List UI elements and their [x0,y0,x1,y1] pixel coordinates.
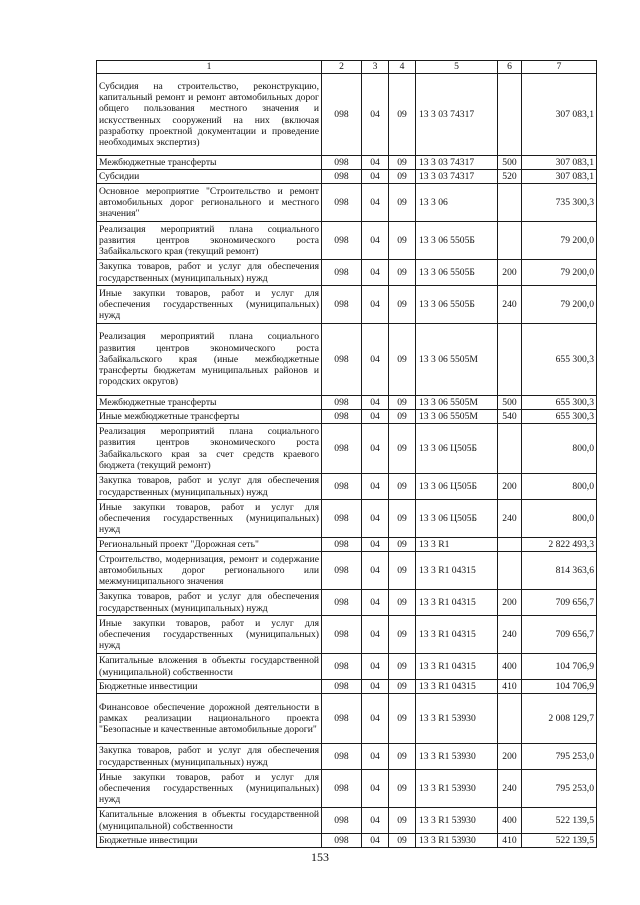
header-col-4: 4 [389,61,416,74]
table-row [97,324,597,396]
row-grbs-cell: 098 [322,74,362,156]
row-target-code-cell: 13 3 R1 53930 [416,744,498,770]
table-row [97,170,597,184]
row-subsection-cell: 09 [389,74,416,156]
row-subsection-cell: 09 [389,590,416,616]
row-section-cell: 04 [362,538,389,552]
row-amount-cell: 795 253,0 [522,770,597,808]
row-subsection-cell: 09 [389,184,416,222]
row-grbs-cell: 098 [322,552,362,590]
row-expense-type-cell: 500 [498,156,522,170]
row-section-cell: 04 [362,156,389,170]
row-section-cell: 04 [362,808,389,834]
row-grbs-cell: 098 [322,616,362,654]
row-subsection-cell: 09 [389,156,416,170]
row-grbs-cell: 098 [322,156,362,170]
row-subsection-cell: 09 [389,410,416,424]
row-target-code-cell: 13 3 06 5505Б [416,222,498,260]
row-target-code-cell: 13 3 03 74317 [416,74,498,156]
row-section-cell: 04 [362,424,389,474]
row-amount-cell: 79 200,0 [522,222,597,260]
row-target-code-cell: 13 3 06 Ц505Б [416,500,498,538]
table-row [97,538,597,552]
row-expense-type-cell [498,424,522,474]
row-expense-type-cell [498,184,522,222]
row-grbs-cell: 098 [322,222,362,260]
row-section-cell: 04 [362,286,389,324]
row-name-cell: Реализация мероприятий плана социального развития центров экономического роста Забайкальского края (иные межбюджетные трансферты бюджетам муниципальных районов и городских округов) [97,324,322,396]
row-subsection-cell: 09 [389,808,416,834]
header-col-6: 6 [498,61,522,74]
row-section-cell: 04 [362,834,389,848]
row-amount-cell: 800,0 [522,474,597,500]
row-section-cell: 04 [362,616,389,654]
row-name-cell: Капитальные вложения в объекты государственной (муниципальной) собственности [97,654,322,680]
row-target-code-cell: 13 3 06 5505М [416,410,498,424]
row-section-cell: 04 [362,552,389,590]
row-amount-cell: 735 300,3 [522,184,597,222]
row-name-cell: Закупка товаров, работ и услуг для обеспечения государственных (муниципальных) нужд [97,744,322,770]
row-amount-cell: 307 083,1 [522,74,597,156]
table-row [97,222,597,260]
row-amount-cell: 79 200,0 [522,286,597,324]
row-amount-cell: 522 139,5 [522,808,597,834]
row-amount-cell: 709 656,7 [522,590,597,616]
row-name-cell: Субсидии [97,170,322,184]
row-subsection-cell: 09 [389,834,416,848]
row-section-cell: 04 [362,744,389,770]
row-subsection-cell: 09 [389,538,416,552]
row-grbs-cell: 098 [322,744,362,770]
row-grbs-cell: 098 [322,680,362,694]
row-name-cell: Закупка товаров, работ и услуг для обеспечения государственных (муниципальных) нужд [97,260,322,286]
row-name-cell: Реализация мероприятий плана социального развития центров экономического роста Забайкальского края за счет средств краевого бюджета (текущий ремонт) [97,424,322,474]
row-section-cell: 04 [362,410,389,424]
table-row [97,410,597,424]
row-grbs-cell: 098 [322,184,362,222]
row-target-code-cell: 13 3 R1 04315 [416,590,498,616]
row-grbs-cell: 098 [322,260,362,286]
row-grbs-cell: 098 [322,500,362,538]
row-target-code-cell: 13 3 R1 04315 [416,654,498,680]
row-expense-type-cell: 240 [498,770,522,808]
row-name-cell: Региональный проект "Дорожная сеть" [97,538,322,552]
row-subsection-cell: 09 [389,424,416,474]
row-grbs-cell: 098 [322,538,362,552]
row-name-cell: Иные межбюджетные трансферты [97,410,322,424]
row-target-code-cell: 13 3 R1 04315 [416,680,498,694]
header-col-1: 1 [97,61,322,74]
row-target-code-cell: 13 3 R1 04315 [416,616,498,654]
row-expense-type-cell: 520 [498,170,522,184]
row-name-cell: Межбюджетные трансферты [97,396,322,410]
table-row [97,184,597,222]
row-subsection-cell: 09 [389,396,416,410]
row-subsection-cell: 09 [389,694,416,744]
row-section-cell: 04 [362,694,389,744]
row-target-code-cell: 13 3 R1 53930 [416,770,498,808]
row-name-cell: Основное мероприятие "Строительство и ремонт автомобильных дорог регионального и местного значения" [97,184,322,222]
row-grbs-cell: 098 [322,396,362,410]
table-row [97,156,597,170]
row-subsection-cell: 09 [389,500,416,538]
row-expense-type-cell: 400 [498,654,522,680]
row-target-code-cell: 13 3 R1 53930 [416,694,498,744]
row-name-cell: Бюджетные инвестиции [97,834,322,848]
row-amount-cell: 800,0 [522,424,597,474]
row-name-cell: Капитальные вложения в объекты государственной (муниципальной) собственности [97,808,322,834]
row-name-cell: Строительство, модернизация, ремонт и содержание автомобильных дорог регионального или межмуниципального значения [97,552,322,590]
page-number: 153 [311,850,329,864]
row-expense-type-cell: 200 [498,474,522,500]
table-row [97,260,597,286]
row-grbs-cell: 098 [322,770,362,808]
row-expense-type-cell: 500 [498,396,522,410]
row-amount-cell: 104 706,9 [522,654,597,680]
row-section-cell: 04 [362,500,389,538]
budget-table [96,60,597,848]
row-subsection-cell: 09 [389,324,416,396]
row-target-code-cell: 13 3 06 Ц505Б [416,424,498,474]
table-row [97,500,597,538]
row-expense-type-cell: 240 [498,500,522,538]
row-amount-cell: 800,0 [522,500,597,538]
row-name-cell: Иные закупки товаров, работ и услуг для обеспечения государственных (муниципальных) нужд [97,500,322,538]
row-section-cell: 04 [362,170,389,184]
table-row [97,834,597,848]
row-grbs-cell: 098 [322,410,362,424]
table-body [97,74,597,848]
row-amount-cell: 104 706,9 [522,680,597,694]
row-section-cell: 04 [362,396,389,410]
row-subsection-cell: 09 [389,286,416,324]
row-subsection-cell: 09 [389,170,416,184]
row-grbs-cell: 098 [322,654,362,680]
row-section-cell: 04 [362,260,389,286]
row-expense-type-cell: 240 [498,616,522,654]
row-section-cell: 04 [362,590,389,616]
table-row [97,286,597,324]
row-target-code-cell: 13 3 06 [416,184,498,222]
row-expense-type-cell [498,538,522,552]
row-name-cell: Реализация мероприятий плана социального развития центров экономического роста Забайкальского края (текущий ремонт) [97,222,322,260]
table-row [97,474,597,500]
row-grbs-cell: 098 [322,834,362,848]
table-row [97,396,597,410]
header-col-7: 7 [522,61,597,74]
row-amount-cell: 655 300,3 [522,410,597,424]
row-target-code-cell: 13 3 06 5505М [416,324,498,396]
row-subsection-cell: 09 [389,744,416,770]
row-target-code-cell: 13 3 R1 04315 [416,552,498,590]
row-section-cell: 04 [362,324,389,396]
row-expense-type-cell: 540 [498,410,522,424]
row-section-cell: 04 [362,74,389,156]
row-section-cell: 04 [362,654,389,680]
row-name-cell: Межбюджетные трансферты [97,156,322,170]
row-name-cell: Субсидия на строительство, реконструкцию, капитальный ремонт и ремонт автомобильных дорог общего пользования местного значения и искусственных сооружений на них (включая разработку проектной документации и проведение необходимых экспертиз) [97,74,322,156]
row-section-cell: 04 [362,680,389,694]
row-expense-type-cell: 200 [498,260,522,286]
row-expense-type-cell [498,74,522,156]
row-grbs-cell: 098 [322,324,362,396]
row-target-code-cell: 13 3 06 5505Б [416,286,498,324]
row-amount-cell: 814 363,6 [522,552,597,590]
table-row [97,744,597,770]
header-col-5: 5 [416,61,498,74]
row-subsection-cell: 09 [389,770,416,808]
table-row [97,590,597,616]
row-amount-cell: 795 253,0 [522,744,597,770]
table-row [97,74,597,156]
row-expense-type-cell: 410 [498,834,522,848]
row-section-cell: 04 [362,222,389,260]
row-subsection-cell: 09 [389,260,416,286]
row-grbs-cell: 098 [322,808,362,834]
table-row [97,694,597,744]
row-subsection-cell: 09 [389,474,416,500]
header-col-3: 3 [362,61,389,74]
row-target-code-cell: 13 3 R1 53930 [416,808,498,834]
row-grbs-cell: 098 [322,474,362,500]
row-amount-cell: 79 200,0 [522,260,597,286]
row-subsection-cell: 09 [389,552,416,590]
row-name-cell: Закупка товаров, работ и услуг для обеспечения государственных (муниципальных) нужд [97,474,322,500]
row-subsection-cell: 09 [389,680,416,694]
row-amount-cell: 307 083,1 [522,170,597,184]
row-target-code-cell: 13 3 06 5505Б [416,260,498,286]
row-amount-cell: 522 139,5 [522,834,597,848]
row-name-cell: Иные закупки товаров, работ и услуг для обеспечения государственных (муниципальных) нужд [97,616,322,654]
row-section-cell: 04 [362,770,389,808]
row-amount-cell: 655 300,3 [522,396,597,410]
row-subsection-cell: 09 [389,222,416,260]
row-name-cell: Бюджетные инвестиции [97,680,322,694]
row-target-code-cell: 13 3 06 Ц505Б [416,474,498,500]
row-section-cell: 04 [362,184,389,222]
header-col-2: 2 [322,61,362,74]
row-expense-type-cell: 200 [498,590,522,616]
row-amount-cell: 2 822 493,3 [522,538,597,552]
row-amount-cell: 307 083,1 [522,156,597,170]
row-expense-type-cell [498,222,522,260]
row-amount-cell: 655 300,3 [522,324,597,396]
row-target-code-cell: 13 3 R1 [416,538,498,552]
row-expense-type-cell: 400 [498,808,522,834]
row-subsection-cell: 09 [389,616,416,654]
row-expense-type-cell [498,324,522,396]
table-row [97,680,597,694]
table-row [97,616,597,654]
row-name-cell: Иные закупки товаров, работ и услуг для обеспечения государственных (муниципальных) нужд [97,770,322,808]
table-row [97,424,597,474]
row-expense-type-cell: 240 [498,286,522,324]
row-expense-type-cell: 200 [498,744,522,770]
row-name-cell: Финансовое обеспечение дорожной деятельности в рамках реализации национального проекта "Безопасные и качественные автомобильные дороги" [97,694,322,744]
row-grbs-cell: 098 [322,286,362,324]
row-amount-cell: 709 656,7 [522,616,597,654]
row-section-cell: 04 [362,474,389,500]
row-grbs-cell: 098 [322,590,362,616]
row-expense-type-cell [498,552,522,590]
row-grbs-cell: 098 [322,694,362,744]
row-amount-cell: 2 008 129,7 [522,694,597,744]
row-target-code-cell: 13 3 03 74317 [416,170,498,184]
row-target-code-cell: 13 3 06 5505М [416,396,498,410]
row-subsection-cell: 09 [389,654,416,680]
table-header-row [97,61,597,74]
table-row [97,654,597,680]
table-row [97,552,597,590]
row-expense-type-cell [498,694,522,744]
table-row [97,808,597,834]
row-grbs-cell: 098 [322,424,362,474]
row-target-code-cell: 13 3 R1 53930 [416,834,498,848]
row-expense-type-cell: 410 [498,680,522,694]
row-name-cell: Закупка товаров, работ и услуг для обеспечения государственных (муниципальных) нужд [97,590,322,616]
row-name-cell: Иные закупки товаров, работ и услуг для обеспечения государственных (муниципальных) нужд [97,286,322,324]
row-grbs-cell: 098 [322,170,362,184]
table-row [97,770,597,808]
row-target-code-cell: 13 3 03 74317 [416,156,498,170]
